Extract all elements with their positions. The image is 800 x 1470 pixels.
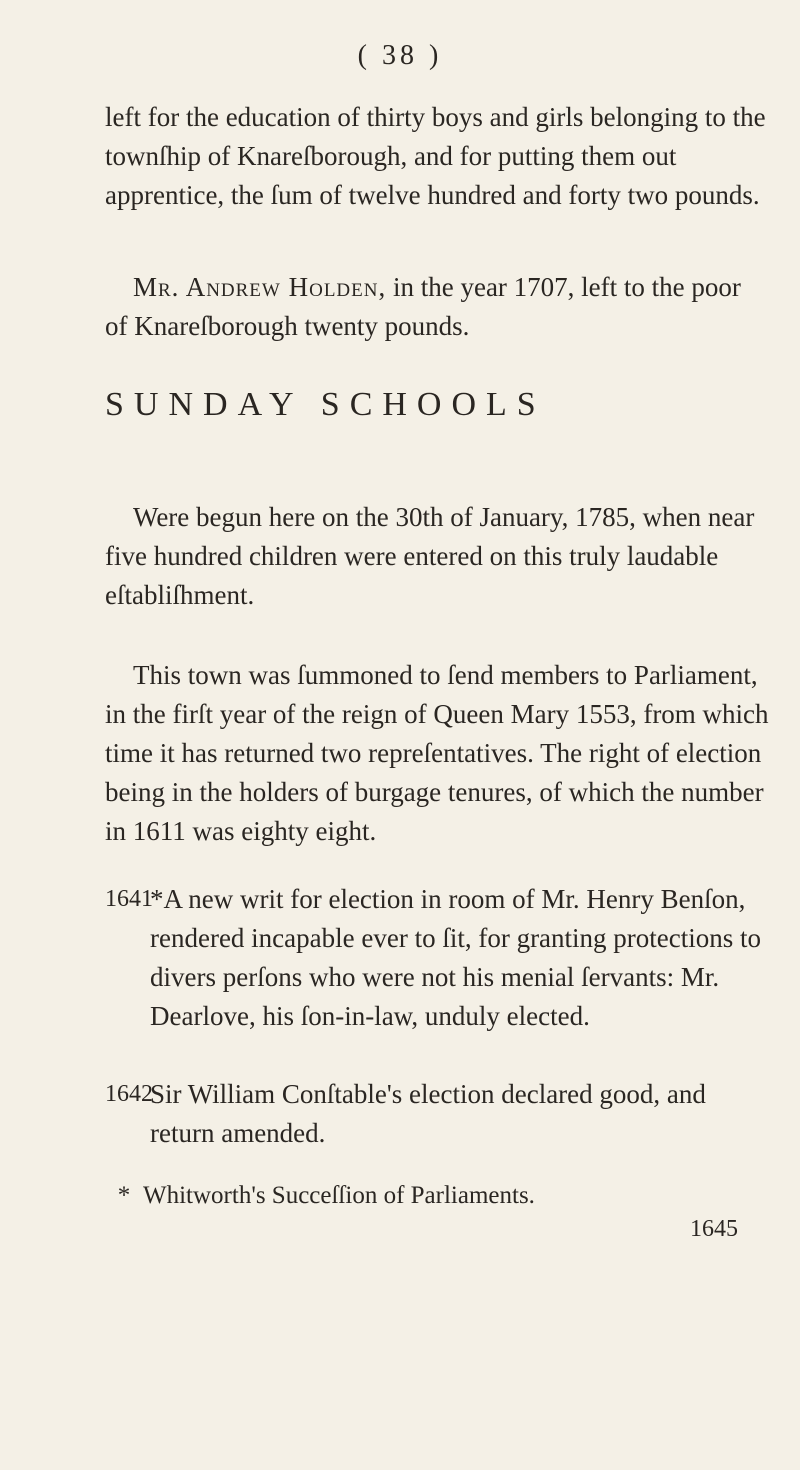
paragraph-bequest: left for the education of thirty boys and girls belonging to the townſhip of Knareſborough, and for putting them out apprentice, the ſum of twelve hundred and forty two pounds.	[105, 102, 766, 210]
paragraph-sunday-schools: Were begun here on the 30th of January, 1785, when near five hundred children were entered on this truly laudable eſtabliſhment.	[105, 502, 755, 610]
paragraph-holden	[105, 268, 770, 346]
entry-text: *A new writ for election in room of Mr. Henry Benſon, rendered incapable ever to ſit, for granting protections to divers perſons who were not his menial ſervants: Mr. Dearlove, his ſon-in-law, unduly elected.	[150, 884, 762, 1031]
person-name: Mr. Andrew Holden,	[133, 272, 387, 302]
paragraph-holden-text: in the year 1707, left to the poor of Knareſborough twenty pounds.	[105, 272, 741, 341]
catchword: 1645	[690, 1216, 738, 1242]
footnote-text: Whitworth's Succeſſion of Parliaments.	[143, 1182, 535, 1209]
footnote-mark: *	[117, 1182, 131, 1209]
entry-1642	[105, 1075, 770, 1153]
page-number: ( 38 )	[357, 40, 443, 71]
section-heading: SUNDAY SCHOOLS	[105, 386, 546, 423]
entry-year: 1641	[105, 886, 153, 912]
footnote	[105, 1178, 770, 1214]
paragraph-parliament: This town was ſummoned to ſend members to Parliament, in the firſt year of the reign of Queen Mary 1553, from which time it has returned two repreſentatives. The right of election being in the holders of burgage tenures, of which the number in 1611 was eighty eight.	[105, 660, 769, 846]
entry-1641	[105, 880, 770, 1036]
entry-year: 1642	[105, 1081, 153, 1107]
entry-text: Sir William Conſtable's election declared good, and return amended.	[150, 1079, 706, 1148]
